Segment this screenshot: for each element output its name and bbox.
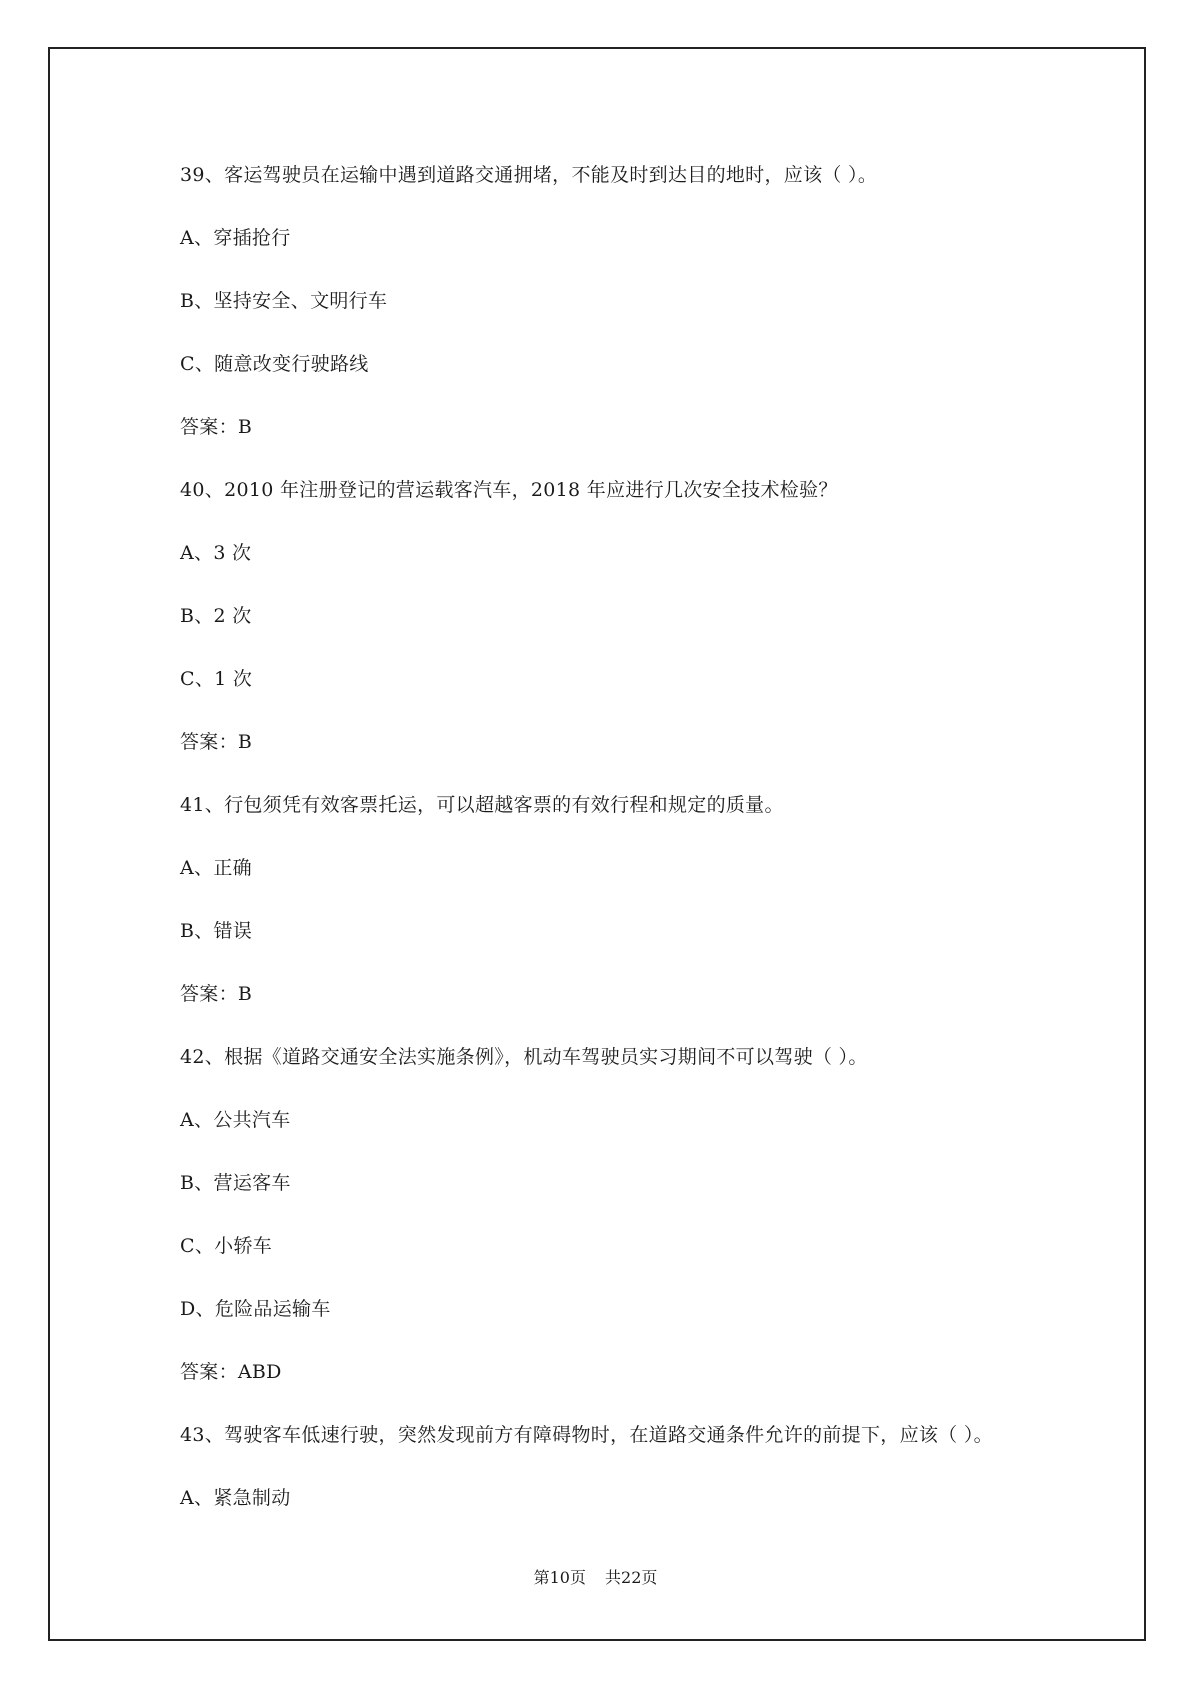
page-number-footer: 第10页 共22页 [533, 1568, 658, 1587]
question-42-option-c: C、小轿车 [180, 1235, 273, 1257]
question-41-answer: 答案：B [180, 983, 253, 1005]
question-40-option-c: C、1 次 [180, 668, 253, 690]
question-43-option-a: A、紧急制动 [180, 1487, 291, 1509]
question-42-option-d: D、危险品运输车 [180, 1298, 331, 1320]
question-39-option-a: A、穿插抢行 [180, 227, 291, 249]
question-42-text: 42、根据《道路交通安全法实施条例》，机动车驾驶员实习期间不可以驾驶（ ）。 [180, 1046, 868, 1068]
question-40-option-b: B、2 次 [180, 605, 252, 627]
question-43-text: 43、驾驶客车低速行驶，突然发现前方有障碍物时，在道路交通条件允许的前提下，应该（ ）。 [180, 1424, 993, 1446]
question-42-option-b: B、营运客车 [180, 1172, 291, 1194]
question-40-option-a: A、3 次 [180, 542, 252, 564]
page-border [48, 47, 1146, 1641]
question-41-option-a: A、正确 [180, 857, 252, 879]
question-42-answer: 答案：ABD [180, 1361, 282, 1383]
question-40-text: 40、2010 年注册登记的营运载客汽车，2018 年应进行几次安全技术检验？ [180, 479, 838, 501]
question-39-answer: 答案：B [180, 416, 253, 438]
question-41-option-b: B、错误 [180, 920, 253, 942]
question-39-option-c: C、随意改变行驶路线 [180, 353, 369, 375]
question-40-answer: 答案：B [180, 731, 253, 753]
question-41-text: 41、行包须凭有效客票托运，可以超越客票的有效行程和规定的质量。 [180, 794, 784, 816]
question-42-option-a: A、公共汽车 [180, 1109, 291, 1131]
question-39-option-b: B、坚持安全、文明行车 [180, 290, 388, 312]
question-39-text: 39、客运驾驶员在运输中遇到道路交通拥堵，不能及时到达目的地时，应该（ ）。 [180, 164, 878, 186]
